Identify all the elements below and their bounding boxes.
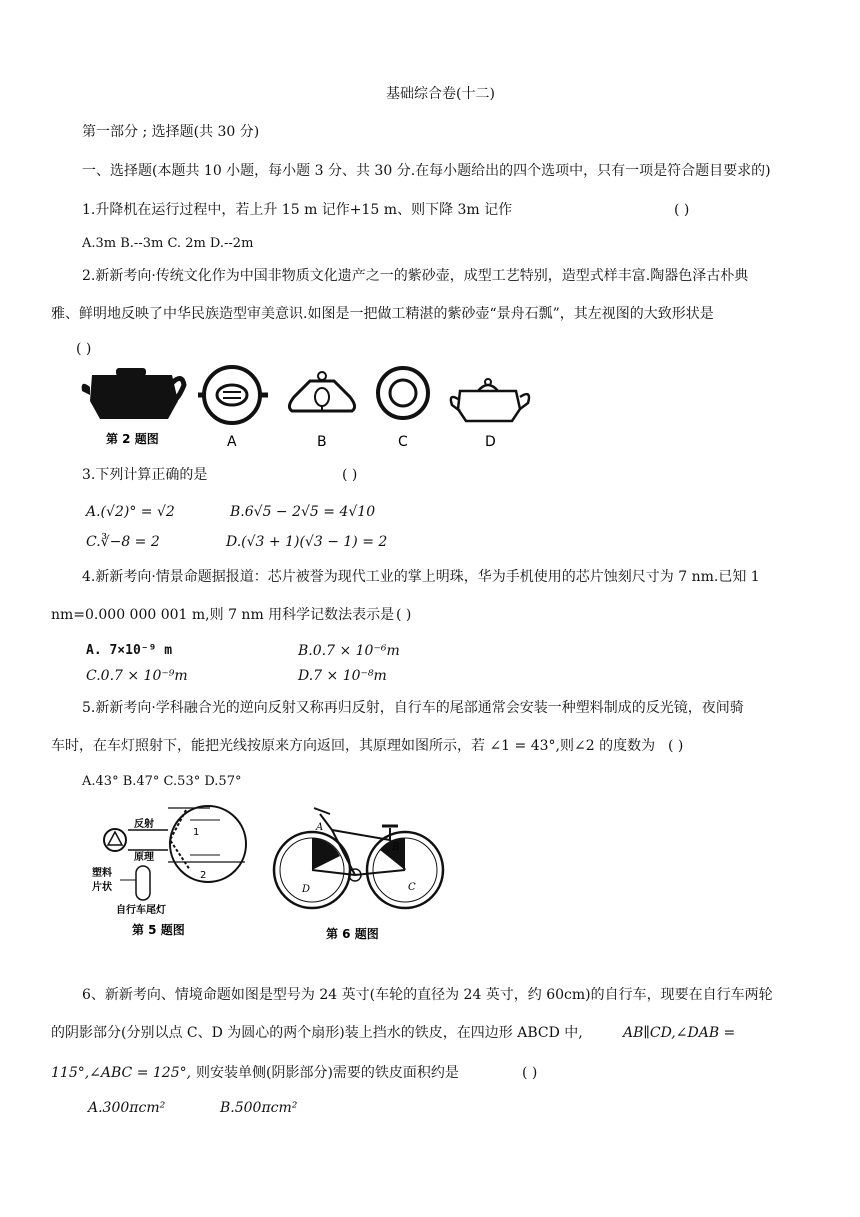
question-1-stem: 1.升降机在运行过程中，若上升 15 m 记作+15 m、则下降 3m 记作 [82, 202, 513, 218]
reflector-diagram [92, 806, 246, 937]
plastic-label-1: 塑料 [92, 868, 112, 879]
question-4-option-d: D.7 × 10⁻⁸m [298, 668, 387, 684]
question-5-options: A.43° B.47° C.53° D.57° [82, 774, 242, 789]
question-5-line1: 5.新新考向·学科融合光的逆向反射又称再归反射，自行车的尾部通常会安装一种塑料制成的反光镜，夜间骑 [82, 700, 744, 716]
q6-figure-caption: 第 6 题图 [326, 927, 379, 941]
question-3-option-a: A.(√2)° = √2 [86, 504, 175, 520]
reflector-and-bicycle-figure [90, 800, 450, 950]
q2-option-a-label: A [227, 434, 237, 450]
question-6-option-b: B.500πcm² [220, 1100, 298, 1116]
question-6-paren: ( ) [522, 1065, 538, 1081]
question-3-option-c: C.∛−8 = 2 [86, 534, 160, 550]
section-heading: 一、选择题(本题共 10 小题，每小题 3 分、共 30 分.在每小题给出的四个选项中，只有一项是符合题目要求的) [82, 163, 771, 179]
question-4-option-c: C.0.7 × 10⁻⁹m [86, 668, 188, 684]
bicycle-diagram [274, 808, 443, 941]
point-c-label: C [408, 882, 416, 893]
taillight-label: 自行车尾灯 [116, 905, 166, 916]
question-3-option-b: B.6√5 − 2√5 = 4√10 [230, 504, 376, 520]
point-b-label: B [392, 842, 400, 853]
point-a-label: A [316, 822, 324, 833]
teapot-figure [80, 365, 540, 455]
question-6-line3-math: 115°,∠ABC = 125°, [51, 1065, 192, 1081]
question-4-line1: 4.新新考向·情景命题据报道：芯片被誉为现代工业的掌上明珠，华为手机使用的芯片蚀刻尺寸为 7 nm.已知 1 [82, 569, 760, 585]
q5-figure-caption: 第 5 题图 [132, 923, 185, 937]
question-4-option-b: B.0.7 × 10⁻⁶m [298, 643, 400, 659]
question-4-option-a: A. 7×10⁻⁹ m [86, 643, 173, 658]
question-5-line2: 车时，在车灯照射下，能把光线按原来方向返回，其原理如图所示，若 ∠1 = 43°,则∠2 的度数为 [51, 738, 656, 754]
question-2-line2: 雅、鲜明地反映了中华民族造型审美意识.如图是一把做工精湛的紫砂壶“景舟石瓢”，其左视图的大致形状是 [51, 306, 714, 322]
question-6-line3-text: 则安装单侧(阴影部分)需要的铁皮面积约是 [196, 1065, 459, 1081]
question-1-paren: ( ) [674, 202, 690, 218]
question-5-paren: ( ) [668, 738, 684, 754]
question-1-options: A.3m B.--3m C. 2m D.--2m [82, 236, 254, 251]
part-heading: 第一部分 ; 选择题(共 30 分) [82, 124, 260, 140]
question-6-line2-text: 的阴影部分(分别以点 C、D 为圆心的两个扇形)装上挡水的铁皮，在四边形 ABCD 中, [51, 1025, 583, 1041]
q2-option-c-label: C [398, 434, 408, 450]
question-3-stem: 3.下列计算正确的是 [82, 467, 208, 483]
option-c-shape [378, 368, 428, 418]
q2-option-d-label: D [485, 434, 496, 450]
question-2-paren: ( ) [76, 341, 92, 357]
question-6-line1: 6、新新考向、情境命题如图是型号为 24 英寸(车轮的直径为 24 英寸，约 60cm)的自行车，现要在自行车两轮 [82, 987, 773, 1003]
question-4-line2: nm=0.000 000 001 m,则 7 nm 用科学记数法表示是 [51, 607, 395, 623]
question-3-option-d: D.(√3 + 1)(√3 − 1) = 2 [226, 534, 388, 550]
q2-option-b-label: B [317, 434, 327, 450]
option-d-shape [451, 379, 529, 421]
option-b-shape [289, 372, 354, 411]
reflect-label: 反射 [134, 819, 154, 830]
angle-1-label: 1 [193, 827, 200, 838]
option-a-shape [198, 367, 268, 423]
page-title: 基础综合卷(十二) [386, 86, 495, 102]
teapot-silhouette [82, 368, 184, 419]
angle-2-label: 2 [200, 870, 207, 881]
principle-label: 原理 [134, 852, 154, 863]
question-3-paren: ( ) [342, 467, 358, 483]
plastic-label-2: 片状 [92, 882, 112, 893]
question-6-line2-math: AB∥CD,∠DAB = [623, 1025, 736, 1041]
point-d-label: D [302, 884, 311, 895]
question-2-line1: 2.新新考向·传统文化作为中国非物质文化遗产之一的紫砂壶，成型工艺特别，造型式样丰富.陶器色泽古朴典 [82, 268, 749, 284]
q2-figure-caption: 第 2 题图 [106, 432, 159, 446]
question-4-paren: ( ) [396, 607, 412, 623]
question-6-option-a: A.300πcm² [88, 1100, 166, 1116]
